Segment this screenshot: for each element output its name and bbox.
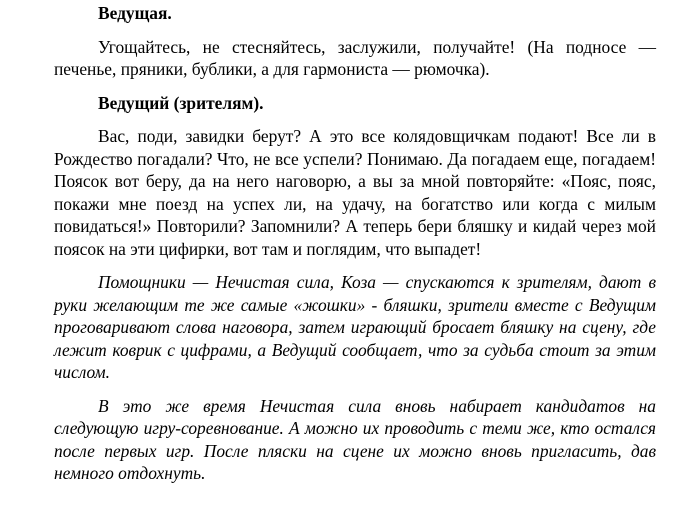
- spacer: [54, 25, 656, 36]
- host-line: Вас, поди, завидки берут? А это все колядовщичкам подают! Все ли в Рождество погадали? Что, не все успели? Понимаю. Да погадаем еще, погадаем! Поясок вот беру, да на него наговорю, а вы за мной повторяйте: «Пояс, пояс, покажи мне поезд на успех ли, на удачу, на богатство или когда с милым повидаться!» Повторили? Запомнили? А теперь бери бляшку и кидай через мой поясок на эти цифирки, вот там и поглядим, что выпадет!: [54, 126, 656, 259]
- speaker-heading-hostess: Ведущая.: [98, 3, 172, 23]
- spacer: [54, 114, 656, 125]
- spacer: [54, 260, 656, 271]
- spacer: [54, 384, 656, 395]
- speaker-heading-host: Ведущий (зрителям).: [98, 92, 264, 113]
- stage-direction-1: Помощники — Нечистая сила, Коза — спускаются к зрителям, дают в руки желающим те же самые «жошки» - бляшки, зрители вместе с Ведущим проговаривают слова наговора, затем играющий бросает бляшку на сцену, где лежит коврик с цифрами, а Ведущий сообщает, что за судьба стоит за этим числом.: [54, 272, 656, 382]
- document-page: [54, 0, 656, 485]
- spacer: [54, 81, 656, 92]
- stage-direction-2: В это же время Нечистая сила вновь набирает кандидатов на следующую игру-соревнование. А можно их проводить с теми же, кто остался после первых игр. После пляски на сцене их можно вновь пригласить, дав немного отдохнуть.: [54, 395, 656, 483]
- hostess-line: Угощайтесь, не стесняйтесь, заслужили, получайте! (На подносе — печенье, пряники, бублики, а для гармониста — рюмочка).: [54, 36, 656, 79]
